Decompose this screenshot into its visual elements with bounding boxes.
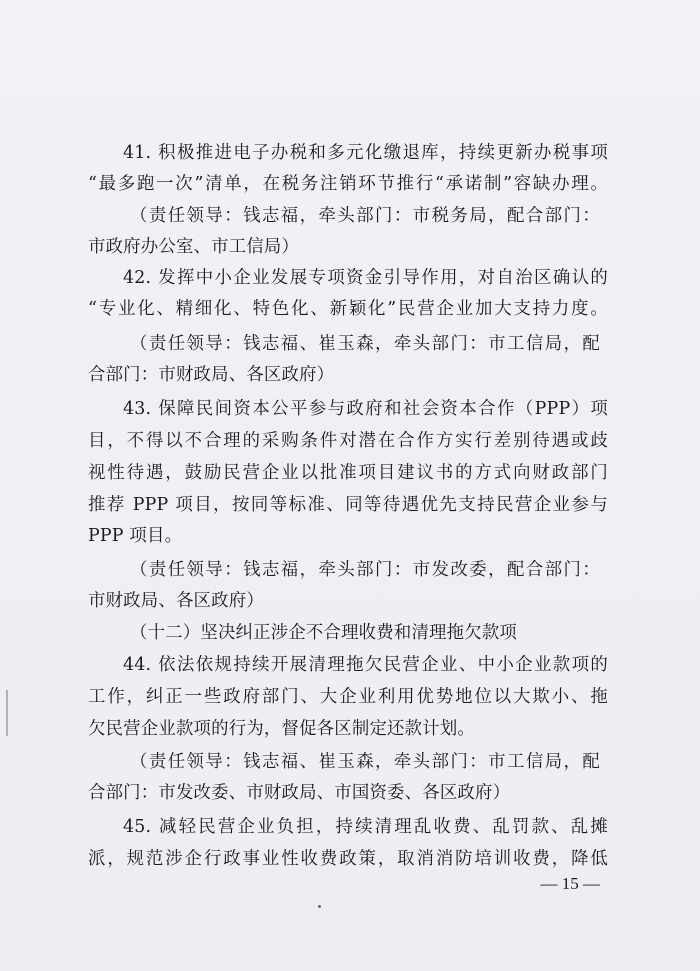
page-number: — 15 — xyxy=(540,874,600,893)
item-44-responsibility-line-2: 合部门：市发改委、市财政局、市国资委、各区政府） xyxy=(88,783,511,803)
item-43-responsibility-line-1: （责任领导：钱志福，牵头部门：市发改委，配合部门： xyxy=(130,560,600,580)
item-43-responsibility-line-2: 市财政局、各区政府） xyxy=(88,591,264,611)
item-41-responsibility-line-1: （责任领导：钱志福，牵头部门：市税务局，配合部门： xyxy=(130,206,600,226)
item-45-line-1: 45. 减轻民营企业负担，持续清理乱收费、乱罚款、乱摊 xyxy=(123,817,608,837)
item-42-line-2: “专业化、精细化、特色化、新颖化”民营企业加大支持力度。 xyxy=(88,299,608,319)
item-41-line-1: 41. 积极推进电子办税和多元化缴退库，持续更新办税事项 xyxy=(123,143,608,163)
item-44-line-2: 工作，纠正一些政府部门、大企业利用优势地位以大欺小、拖 xyxy=(88,687,608,707)
item-42-line-1: 42. 发挥中小企业发展专项资金引导作用，对自治区确认的 xyxy=(123,268,608,288)
item-43-line-2: 目，不得以不合理的采购条件对潜在合作方实行差别待遇或歧 xyxy=(88,431,608,451)
item-43-line-5: PPP 项目。 xyxy=(88,526,183,546)
item-43-line-4: 推荐 PPP 项目，按同等标准、同等待遇优先支持民营企业参与 xyxy=(88,495,608,515)
section-12-heading: （十二）坚决纠正涉企不合理收费和清理拖欠款项 xyxy=(130,623,517,643)
item-43-line-3: 视性待遇，鼓励民营企业以批准项目建议书的方式向财政部门 xyxy=(88,463,608,483)
item-44-line-3: 欠民营企业款项的行为，督促各区制定还款计划。 xyxy=(88,719,475,739)
item-45-line-2: 派，规范涉企行政事业性收费政策，取消消防培训收费，降低 xyxy=(88,849,608,869)
item-41-line-2: “最多跑一次”清单，在税务注销环节推行“承诺制”容缺办理。 xyxy=(88,174,608,194)
scan-edge-mark xyxy=(6,690,8,736)
item-42-responsibility-line-2: 合部门：市财政局、各区政府） xyxy=(88,365,335,385)
item-43-line-1: 43. 保障民间资本公平参与政府和社会资本合作（PPP）项 xyxy=(123,399,608,419)
scan-speck xyxy=(318,905,321,908)
item-41-responsibility-line-2: 市政府办公室、市工信局） xyxy=(88,237,300,257)
item-44-line-1: 44. 依法依规持续开展清理拖欠民营企业、中小企业款项的 xyxy=(123,655,608,675)
item-42-responsibility-line-1: （责任领导：钱志福、崔玉森，牵头部门：市工信局，配 xyxy=(130,334,600,354)
item-44-responsibility-line-1: （责任领导：钱志福、崔玉森，牵头部门：市工信局，配 xyxy=(130,752,600,772)
